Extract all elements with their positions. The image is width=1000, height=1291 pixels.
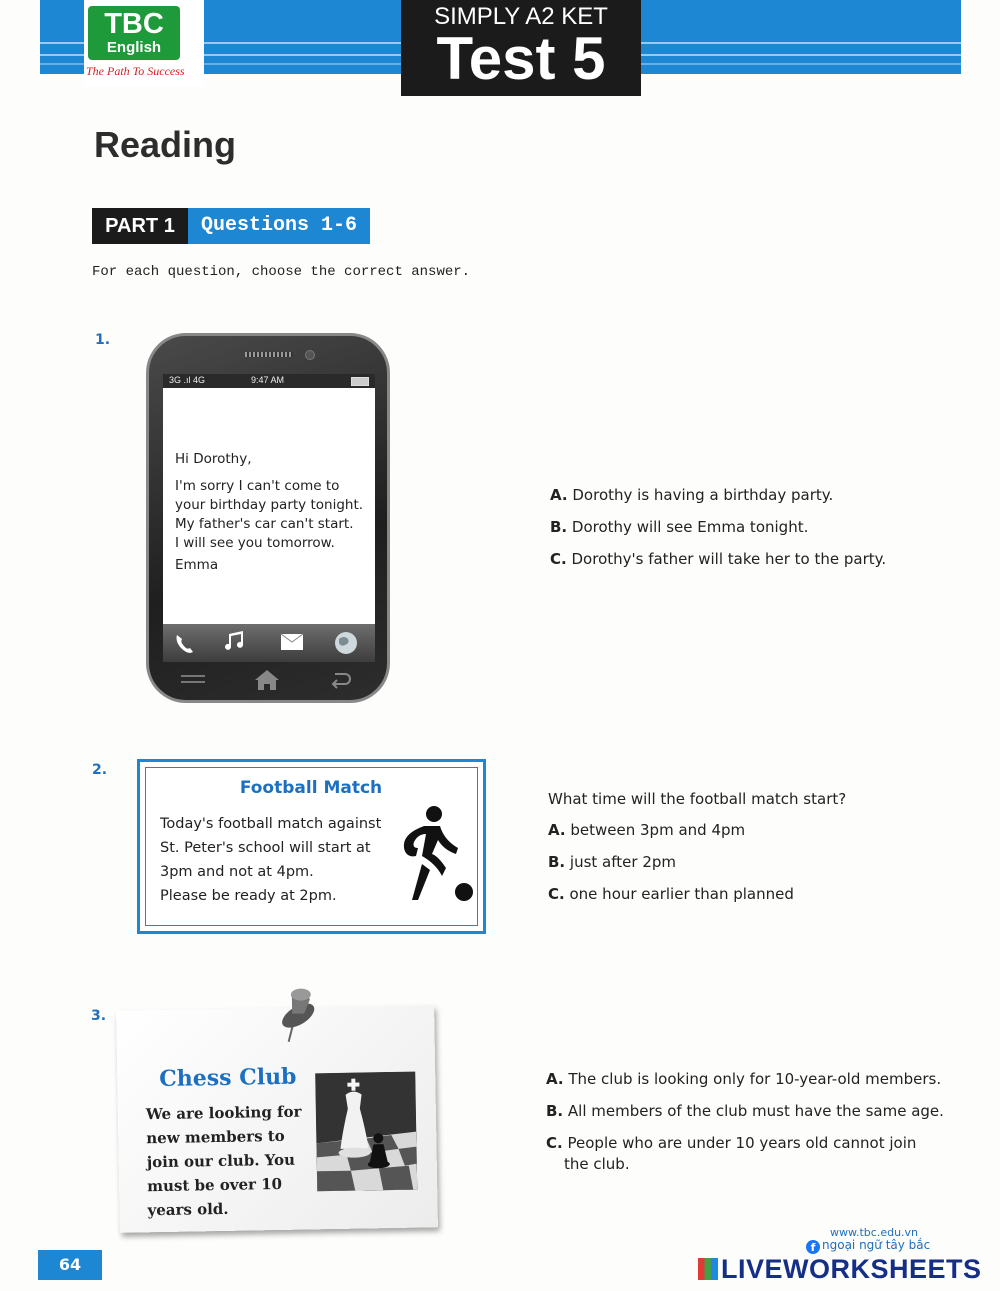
message-line: Hi Dorothy,: [175, 451, 252, 467]
phone-call-icon: [177, 635, 194, 653]
notice-line: St. Peter's school will start at: [160, 840, 371, 856]
q1-option-a[interactable]: A. Dorothy is having a birthday party.: [550, 486, 834, 504]
back-icon: [333, 674, 350, 688]
notice-line: 3pm and not at 4pm.: [160, 864, 314, 880]
football-notice: [137, 759, 486, 934]
chess-pieces-image: [315, 1072, 417, 1192]
phone-camera: [305, 350, 315, 360]
note-line: must be over 10: [146, 1174, 283, 1196]
series-name: SIMPLY A2 KET: [434, 3, 608, 30]
football-player-icon: [394, 802, 484, 912]
phone-time: 9:47 AM: [251, 375, 285, 385]
facebook-link[interactable]: f ngoại ngữ tây bắc: [806, 1238, 930, 1254]
page-number: 64: [38, 1250, 102, 1280]
notice-line: Today's football match against: [160, 816, 382, 832]
facebook-icon: f: [806, 1240, 820, 1254]
phone-speaker: [245, 352, 293, 357]
notice-line: Please be ready at 2pm.: [160, 888, 337, 904]
q2-option-a[interactable]: A. between 3pm and 4pm: [548, 821, 746, 839]
note-line: We are looking for: [145, 1102, 302, 1124]
q2-option-c[interactable]: C. one hour earlier than planned: [548, 885, 794, 903]
message-line: I'm sorry I can't come to: [175, 478, 340, 494]
instruction: For each question, choose the correct answer.: [92, 264, 471, 280]
note-line: join our club. You: [146, 1150, 296, 1172]
question-number-1: 1.: [95, 332, 111, 348]
q2-question: What time will the football match start?: [548, 790, 847, 808]
menu-icon: [181, 676, 205, 682]
website-link[interactable]: www.tbc.edu.vn: [830, 1226, 919, 1239]
q1-option-b[interactable]: B. Dorothy will see Emma tonight.: [550, 518, 809, 536]
text-message: [175, 450, 363, 575]
globe-icon: [335, 632, 357, 654]
note-line: years old.: [147, 1199, 229, 1220]
phone-screen: [163, 388, 375, 624]
part-label: PART 1: [92, 208, 188, 244]
message-signature: Emma: [175, 557, 219, 573]
pushpin-icon: [266, 985, 327, 1046]
q3-option-c[interactable]: C. People who are under 10 years old cannot join: [546, 1134, 917, 1152]
note-title: Chess Club: [159, 1063, 297, 1093]
phone-dock: [163, 624, 375, 662]
part-questions: Questions 1-6: [188, 208, 370, 244]
note-line: new members to: [146, 1126, 285, 1148]
notice-body: [160, 812, 381, 908]
liveworksheets-logo-icon: [698, 1258, 718, 1280]
question-number-3: 3.: [91, 1008, 107, 1024]
message-line: My father's car can't start.: [175, 516, 354, 532]
q3-option-c-continued: the club.: [564, 1155, 630, 1173]
question-number-2: 2.: [92, 762, 108, 778]
q2-option-b[interactable]: B. just after 2pm: [548, 853, 676, 871]
message-line: your birthday party tonight.: [175, 497, 364, 513]
notice-title: Football Match: [239, 778, 383, 798]
q3-option-b[interactable]: B. All members of the club must have the same age.: [546, 1102, 944, 1120]
message-line: I will see you tomorrow.: [175, 535, 335, 551]
music-icon: [225, 631, 243, 650]
note-body: [146, 1100, 304, 1223]
phone-nav-bar: [163, 664, 375, 694]
q1-option-c[interactable]: C. Dorothy's father will take her to the party.: [550, 550, 887, 568]
battery-icon: [351, 377, 369, 386]
liveworksheets-brand: LIVEWORKSHEETS: [698, 1254, 982, 1285]
test-title: Test 5: [436, 25, 606, 92]
tbc-logo: [84, 0, 204, 86]
section-title: Reading: [94, 124, 237, 165]
chess-club-note: [116, 1005, 438, 1233]
logo-tagline: The Path To Success: [86, 64, 185, 78]
q3-option-a[interactable]: A. The club is looking only for 10-year-old members.: [546, 1070, 942, 1088]
mail-icon: [281, 634, 303, 650]
logo-text: TBC: [104, 8, 164, 40]
signal-indicator: 3G .ıl 4G: [169, 375, 206, 385]
test-title-box: [401, 0, 641, 96]
home-icon: [255, 670, 279, 690]
logo-subtext: English: [106, 39, 162, 56]
phone-status-bar: [163, 374, 375, 388]
